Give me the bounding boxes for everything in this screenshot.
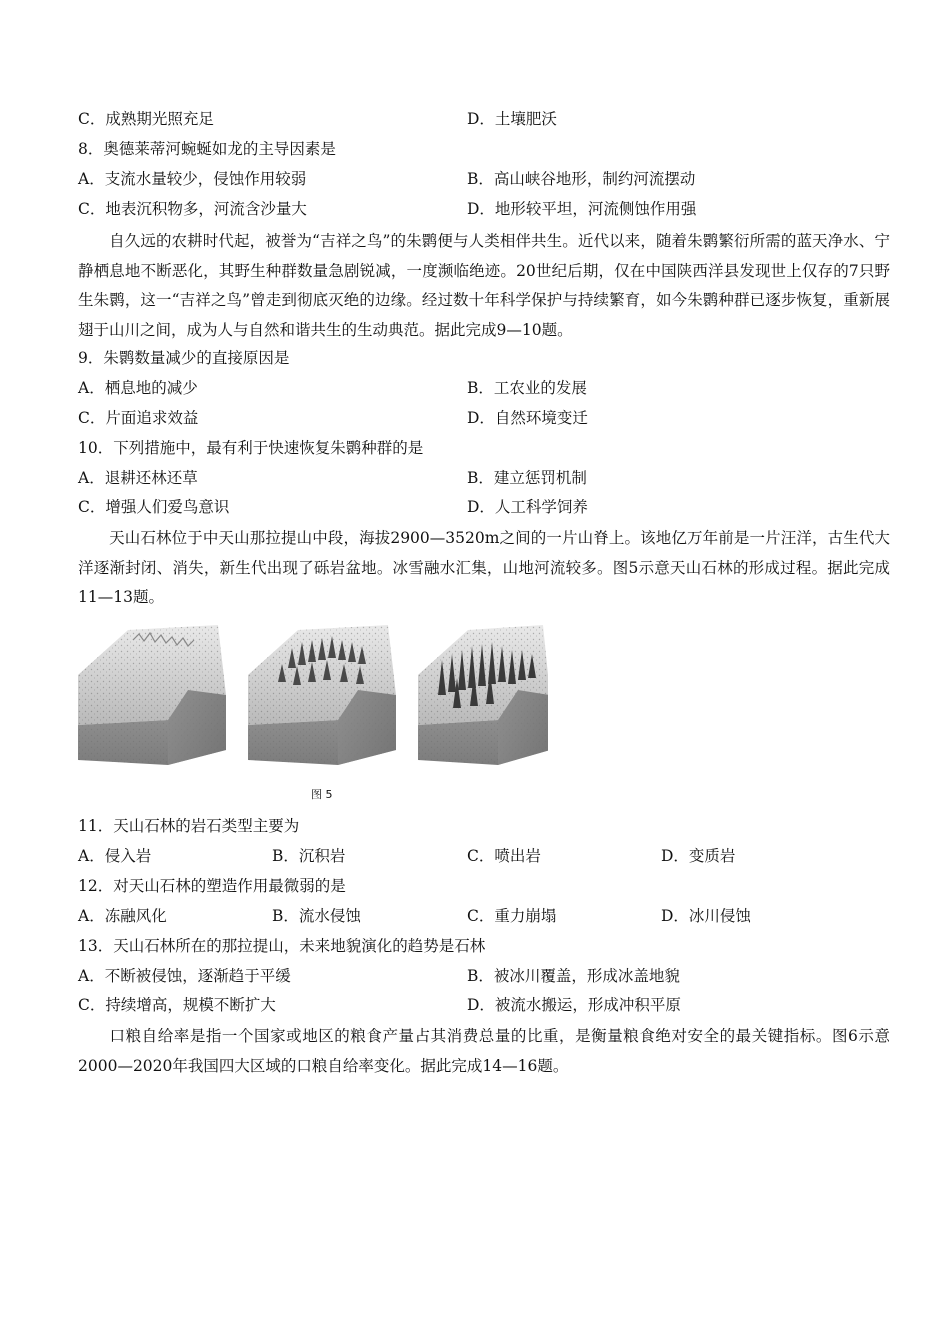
q13-option-b: B．被冰川覆盖，形成冰盖地貌	[467, 967, 680, 985]
q10-option-c: C．增强人们爱鸟意识	[78, 498, 230, 516]
q13-option-a: A．不断被侵蚀，逐渐趋于平缓	[78, 967, 291, 985]
q7-option-d: D．土壤肥沃	[467, 110, 557, 128]
q11-option-a: A．侵入岩	[78, 847, 152, 865]
q13-option-c: C．持续增高，规模不断扩大	[78, 996, 276, 1014]
q10-option-b: B．建立惩罚机制	[467, 469, 587, 487]
figure-5-illustration	[78, 620, 548, 785]
q9-option-a: A．栖息地的减少	[78, 379, 198, 397]
q12-option-c: C．重力崩塌	[467, 907, 557, 925]
figure-5-block-stage-3	[418, 625, 548, 765]
q9-option-c: C．片面追求效益	[78, 409, 199, 427]
q9-stem: 9．朱鹮数量减少的直接原因是	[78, 349, 290, 367]
q8-stem: 8．奥德莱蒂河蜿蜒如龙的主导因素是	[78, 140, 336, 158]
passage-grain-self-sufficiency	[78, 1022, 890, 1081]
q12-option-d: D．冰川侵蚀	[661, 907, 751, 925]
q11-option-b: B．沉积岩	[272, 847, 346, 865]
figure-5-stone-forest-formation	[78, 620, 548, 805]
q8-option-a: A．支流水量较少，侵蚀作用较弱	[78, 170, 307, 188]
passage-tianshan-stone-forest-text: 天山石林位于中天山那拉提山中段，海拔2900—3520m之间的一片山脊上。该地亿万年前是一片汪洋，古生代大洋逐渐封闭、消失，新生代出现了砾岩盆地。冰雪融水汇集，山地河流较多。图5示意天山石林的形成过程。据此完成11—13题。	[78, 529, 890, 607]
q7-option-c: C．成熟期光照充足	[78, 110, 214, 128]
passage-crested-ibis-text: 自久远的农耕时代起，被誉为“吉祥之鸟”的朱鹮便与人类相伴共生。近代以来，随着朱鹮繁衍所需的蓝天净水、宁静栖息地不断恶化，其野生种群数量急剧锐减，一度濒临绝迹。20世纪后期，仅在中国陕西洋县发现世上仅存的7只野生朱鹮，这一“吉祥之鸟”曾走到彻底灭绝的边缘。经过数十年科学保护与持续繁育，如今朱鹮种群已逐步恢复，重新展翅于山川之间，成为人与自然和谐共生的生动典范。据此完成9—10题。	[78, 232, 890, 340]
passage-crested-ibis	[78, 227, 890, 346]
q13-stem: 13．天山石林所在的那拉提山，未来地貌演化的趋势是石林	[78, 937, 486, 955]
q11-stem: 11．天山石林的岩石类型主要为	[78, 817, 300, 835]
q12-option-b: B．流水侵蚀	[272, 907, 361, 925]
q13-option-d: D．被流水搬运，形成冲积平原	[467, 996, 681, 1014]
q11-option-c: C．喷出岩	[467, 847, 541, 865]
q10-option-d: D．人工科学饲养	[467, 498, 588, 516]
q12-stem: 12．对天山石林的塑造作用最微弱的是	[78, 877, 346, 895]
figure-5-caption: 图 5	[311, 788, 333, 801]
q10-stem: 10．下列措施中，最有利于快速恢复朱鹮种群的是	[78, 439, 424, 457]
figure-5-block-stage-1	[78, 625, 226, 765]
q8-option-b: B．高山峡谷地形，制约河流摆动	[467, 170, 696, 188]
q11-option-d: D．变质岩	[661, 847, 736, 865]
q9-option-b: B．工农业的发展	[467, 379, 587, 397]
q8-option-c: C．地表沉积物多，河流含沙量大	[78, 200, 307, 218]
q9-option-d: D．自然环境变迁	[467, 409, 588, 427]
passage-tianshan-stone-forest	[78, 524, 890, 613]
q12-option-a: A．冻融风化	[78, 907, 167, 925]
passage-grain-self-sufficiency-text: 口粮自给率是指一个国家或地区的粮食产量占其消费总量的比重，是衡量粮食绝对安全的最关键指标。图6示意2000—2020年我国四大区域的口粮自给率变化。据此完成14—16题。	[78, 1027, 890, 1075]
q8-option-d: D．地形较平坦，河流侧蚀作用强	[467, 200, 697, 218]
figure-5-block-stage-2	[248, 625, 396, 765]
q10-option-a: A．退耕还林还草	[78, 469, 198, 487]
